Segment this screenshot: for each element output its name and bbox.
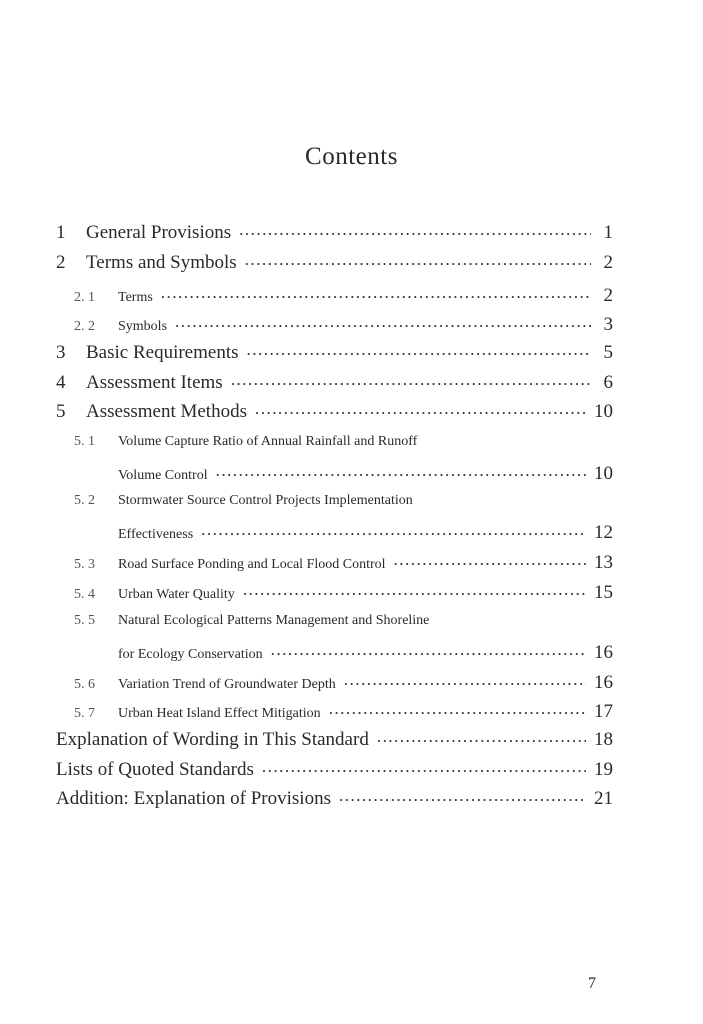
toc-entry[interactable]	[74, 314, 613, 336]
toc-page: 1	[603, 222, 613, 243]
leader-dots	[216, 467, 586, 483]
toc-entry[interactable]	[56, 788, 613, 810]
toc-label: Basic Requirements	[86, 342, 239, 363]
toc-number: 5. 4	[74, 587, 95, 602]
toc-page: 12	[594, 522, 613, 543]
toc-label: Explanation of Wording in This Standard	[56, 729, 369, 750]
toc-label: Terms and Symbols	[86, 252, 237, 273]
toc-label: Variation Trend of Groundwater Depth	[118, 677, 336, 692]
leader-dots	[255, 405, 586, 421]
toc-entry-first-line[interactable]	[74, 434, 417, 450]
leader-dots	[247, 346, 592, 362]
toc-label: Assessment Items	[86, 372, 223, 393]
toc-entry[interactable]	[74, 552, 613, 574]
toc-label: Symbols	[118, 319, 168, 334]
leader-dots	[344, 676, 586, 692]
toc-entry[interactable]	[56, 252, 613, 274]
toc-page: 16	[594, 642, 613, 663]
toc-label: Urban Heat Island Effect Mitigation	[118, 706, 321, 721]
toc-number: 5. 6	[74, 677, 95, 692]
toc-label: Lists of Quoted Standards	[56, 759, 254, 780]
toc-label: Terms	[118, 290, 153, 305]
toc-number: 2. 1	[74, 290, 95, 305]
leader-dots	[394, 556, 586, 572]
toc-number: 1	[56, 222, 66, 243]
toc-label: General Provisions	[86, 222, 232, 243]
toc-page: 5	[603, 342, 613, 363]
toc-entry[interactable]	[56, 342, 613, 364]
toc-label: Urban Water Quality	[118, 587, 235, 602]
leader-dots	[243, 586, 586, 602]
toc-page: 16	[594, 672, 613, 693]
toc-label-continued: Volume Control	[118, 468, 208, 483]
leader-dots	[239, 226, 591, 242]
toc-page: 3	[603, 314, 613, 335]
toc-entry[interactable]	[118, 463, 613, 485]
toc-page: 19	[594, 759, 613, 780]
page-number: 7	[588, 975, 596, 992]
toc-number: 4	[56, 372, 66, 393]
toc-page: 6	[603, 372, 613, 393]
toc-entry[interactable]	[74, 672, 613, 694]
toc-label: Natural Ecological Patterns Management and Shoreline	[118, 613, 430, 628]
toc-label: Stormwater Source Control Projects Implementation	[118, 493, 413, 508]
toc-number: 5. 3	[74, 557, 95, 572]
leader-dots	[245, 256, 591, 272]
toc-label-continued: for Ecology Conservation	[118, 647, 263, 662]
toc-entry[interactable]	[74, 701, 613, 723]
toc-number: 2. 2	[74, 319, 95, 334]
toc-entry[interactable]	[56, 729, 613, 751]
leader-dots	[262, 763, 586, 779]
toc-number: 5. 1	[74, 434, 95, 449]
toc-page: 10	[594, 463, 613, 484]
toc-page: 10	[594, 401, 613, 422]
toc-page: 15	[594, 582, 613, 603]
toc-number: 2	[56, 252, 66, 273]
toc-label: Volume Capture Ratio of Annual Rainfall and Runoff	[118, 434, 418, 449]
toc-entry[interactable]	[56, 401, 613, 423]
toc-page: 18	[594, 729, 613, 750]
toc-number: 5	[56, 401, 66, 422]
toc-label: Assessment Methods	[86, 401, 247, 422]
page-title: Contents	[305, 143, 398, 170]
toc-page: 13	[594, 552, 613, 573]
toc-entry[interactable]	[56, 759, 613, 781]
toc-page: 2	[603, 252, 613, 273]
toc-number: 5. 7	[74, 706, 95, 721]
toc-number: 3	[56, 342, 66, 363]
toc-label: Addition: Explanation of Provisions	[56, 788, 331, 809]
toc-page: 21	[594, 788, 613, 809]
leader-dots	[161, 289, 591, 305]
leader-dots	[201, 526, 586, 542]
toc-entry[interactable]	[74, 582, 613, 604]
toc-label: Road Surface Ponding and Local Flood Control	[118, 557, 386, 572]
leader-dots	[231, 376, 591, 392]
toc-entry[interactable]	[118, 642, 613, 664]
toc-label-continued: Effectiveness	[118, 527, 194, 542]
toc-entry-first-line[interactable]	[74, 493, 413, 509]
leader-dots	[271, 646, 586, 662]
toc-page: 2	[603, 285, 613, 306]
leader-dots	[377, 733, 586, 749]
toc-entry[interactable]	[56, 372, 613, 394]
toc-number: 5. 5	[74, 613, 95, 628]
toc-number: 5. 2	[74, 493, 95, 508]
toc-entry[interactable]	[118, 522, 613, 544]
toc-entry[interactable]	[56, 222, 613, 244]
leader-dots	[329, 705, 586, 721]
toc-entry-first-line[interactable]	[74, 613, 429, 629]
toc-page: 17	[594, 701, 613, 722]
leader-dots	[339, 792, 586, 808]
leader-dots	[175, 318, 591, 334]
toc-entry[interactable]	[74, 285, 613, 307]
